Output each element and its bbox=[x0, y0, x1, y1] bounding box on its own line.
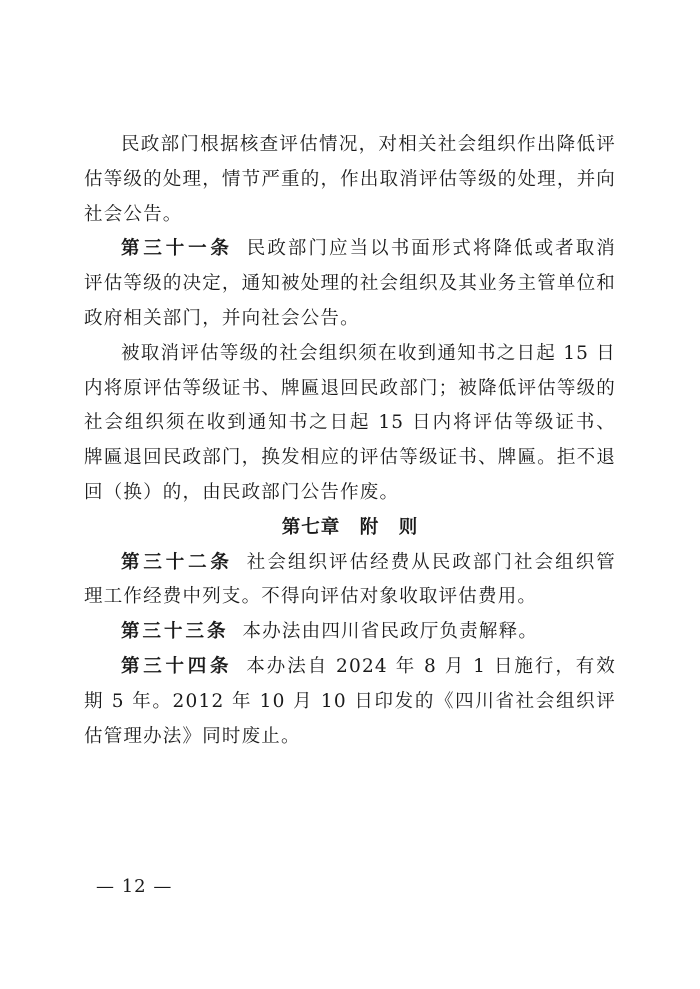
paragraph-certificate-return bbox=[84, 337, 616, 511]
document-body bbox=[84, 128, 616, 754]
article-31 bbox=[84, 232, 616, 336]
article-text: 本办法自 2024 年 8 月 1 日施行，有效期 5 年。2012 年 10 月 10 日印发的《四川省社会组织评估管理办法》同时废止。 bbox=[84, 655, 616, 747]
article-33 bbox=[84, 615, 616, 650]
article-text: 本办法由四川省民政厅负责解释。 bbox=[242, 621, 539, 643]
article-label: 第三十一条 bbox=[121, 238, 233, 260]
article-text: 民政部门应当以书面形式将降低或者取消评估等级的决定，通知被处理的社会组织及其业务主管单位和政府相关部门，并向社会公告。 bbox=[84, 238, 616, 329]
paragraph-text: 被取消评估等级的社会组织须在收到通知书之日起 15 日内将原评估等级证书、牌匾退回民政部门；被降低评估等级的社会组织须在收到通知书之日起 15 日内将评估等级证书、牌匾退回民政部门，换发相应的评估等级证书、牌匾。拒不退回（换）的，由民政部门公告作废。 bbox=[84, 342, 616, 503]
article-34 bbox=[84, 650, 616, 754]
paragraph-evaluation-handling bbox=[84, 128, 616, 232]
article-label: 第三十二条 bbox=[121, 551, 233, 573]
page-number: — 12 — bbox=[96, 876, 173, 897]
paragraph-text: 民政部门根据核查评估情况，对相关社会组织作出降低评估等级的处理，情节严重的，作出取消评估等级的处理，并向社会公告。 bbox=[84, 134, 616, 225]
article-32 bbox=[84, 546, 616, 616]
chapter-heading: 第七章 附 则 bbox=[281, 516, 419, 538]
article-label: 第三十四条 bbox=[121, 655, 233, 677]
article-text: 社会组织评估经费从民政部门社会组织管理工作经费中列支。不得向评估对象收取评估费用。 bbox=[84, 551, 616, 608]
article-label: 第三十三条 bbox=[121, 621, 229, 643]
